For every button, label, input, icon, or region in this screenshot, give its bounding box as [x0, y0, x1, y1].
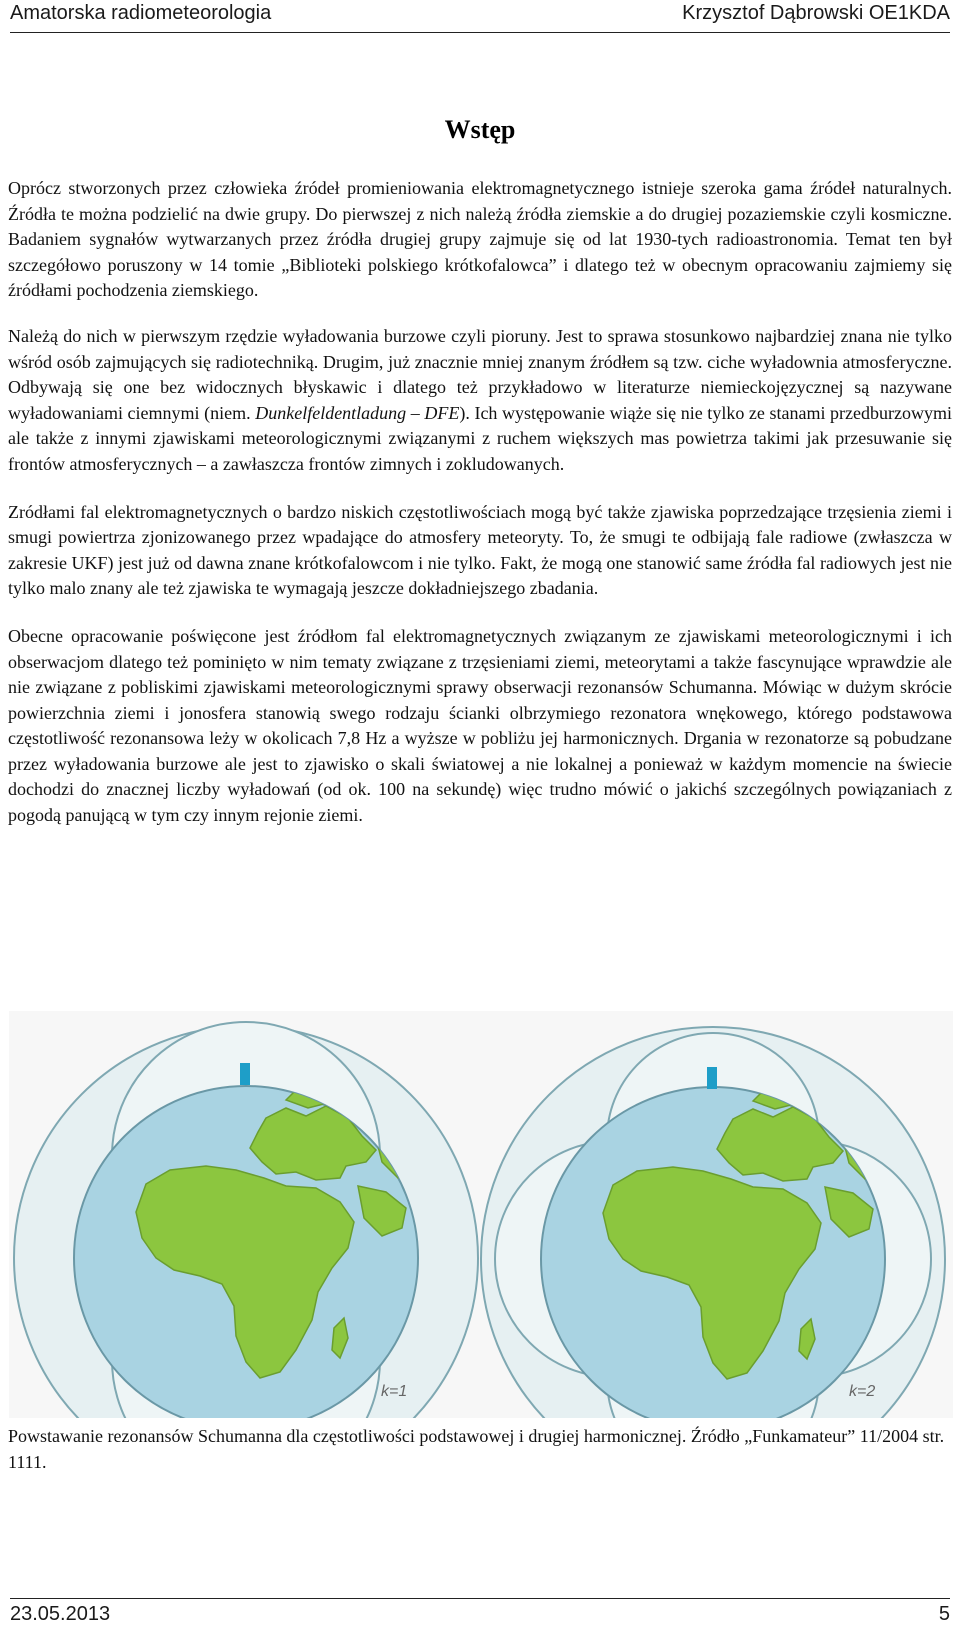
header-author: Krzysztof Dąbrowski OE1KDA — [682, 2, 950, 24]
paragraph-lightning-part-b: ). Ich występowanie wiąże się nie tylko ze stanami przedburzowymi ale także z innymi zjawiskami meteorologicznymi związanymi z ruchem większych mas powietrza takimi jak przesuwanie się frontów atmosferycznych – a zawłaszcza frontów zimnych i zokludowanych. — [8, 402, 953, 474]
paragraph-lightning-part-a: Należą do nich w pierwszym rzędzie wyładowania burzowe czyli pioruny. Jest to sprawa stosunkowo najbardziej znana nie tylko wśród osób zajmujących się radiotechniką. Drugim, już znacznie mniej znanym źródłem są tzw. ciche wyładownia atmosferyczne. Odbywają się one bez widocznych błyskawic i dlatego też przykładowo w literaturze niemieckojęzycznej są nazywane wyładowaniami ciemnymi (niem. — [8, 325, 952, 423]
page-footer — [10, 1598, 950, 1626]
paragraph-lightning — [8, 324, 952, 478]
page-header — [10, 2, 950, 33]
paragraph-sources: Zródłami fal elektromagnetycznych o bardzo niskich częstotliwościach mogą być także zjawiska poprzedzające trzęsienia ziemi i smugi powiertrza zjonizowanego przez wpadające do atmosfery meteoryty. To, że smugi te odbijają fale radiowe (zwłaszcza w zakresie UKF) jest już od dawna znane krótkofalowcom i nie tylko. Fakt, że mogą one stanowić same źródła fal radiowych jest nie tylko malo znany ale też zjawiska te wymagają jeszcze dokładniejszego zbadania. — [8, 501, 952, 599]
page-number: 5 — [938, 1603, 950, 1625]
body-text — [8, 176, 952, 829]
paragraph-lightning-term: Dunkelfeldentladung – DFE — [255, 402, 460, 423]
figure-svg — [9, 1011, 953, 1418]
label-k2: k=2 — [849, 1383, 876, 1400]
footer-date: 23.05.2013 — [10, 1603, 111, 1625]
figure-caption: Powstawanie rezonansów Schumanna dla częstotliwości podstawowej i drugiej harmonicznej. Źródło „Funkamateur” 11/2004 str. 1111. — [8, 1426, 945, 1472]
section-title: Wstęp — [444, 115, 516, 144]
label-k1: k=1 — [381, 1383, 408, 1400]
schumann-resonance-figure — [9, 1011, 953, 1418]
paragraph-schumann: Obecne opracowanie poświęcone jest źródłom fal elektromagnetycznych związanym ze zjawiskami meteorologicznymi i ich obserwacjom dlatego też pominięto w nim tematy związane z trzęsieniami ziemi, meteorytami a także fascynujące wprawdzie ale nie związane z pobliskimi zjawiskami meteorologicznymi sprawy obserwacji rezonansów Schumanna. Mówiąc w dużym skrócie powierzchnia ziemi i jonosfera stanowią swego rodzaju ścianki olbrzymiego rezonatora wnękowego, którego podstawowa częstotliwość rezonansowa leży w okolicach 7,8 Hz a wyższe w pobliżu jej harmonicznych. Drgania w rezonatorze są pobudzane przez wyładowania burzowe ale jest to zjawisko o skali światowej a nie lokalnej a ponieważ w każdym momencie na świecie dochodzi do znacznej liczby wyładowań (od ok. 100 na sekundę) więc trudno mówić o jakichś szczególnych powiązaniach z pogodą panującą w tym czy innym rejonie ziemi. — [8, 625, 952, 826]
antenna-icon-right — [707, 1067, 717, 1089]
header-book-title: Amatorska radiometeorologia — [10, 2, 272, 24]
antenna-icon-left — [240, 1063, 250, 1085]
paragraph-intro: Oprócz stworzonych przez człowieka źródeł promieniowania elektromagnetycznego istnieje szeroka gama źródeł naturalnych. Źródła te można podzielić na dwie grupy. Do pierwszej z nich należą źródła ziemskie a do drugiej pozaziemskie czyli kosmiczne. Badaniem sygnałów wytwarzanych przez źródła drugiej grupy zajmuje się od lat 1930-tych radioastronomia. Temat ten był szczegółowo poruszony w 14 tomie „Biblioteki polskiego krótkofalowca” i dlatego też w obecnym opracowaniu zajmiemy się źródłami pochodzenia ziemskiego. — [8, 178, 952, 301]
